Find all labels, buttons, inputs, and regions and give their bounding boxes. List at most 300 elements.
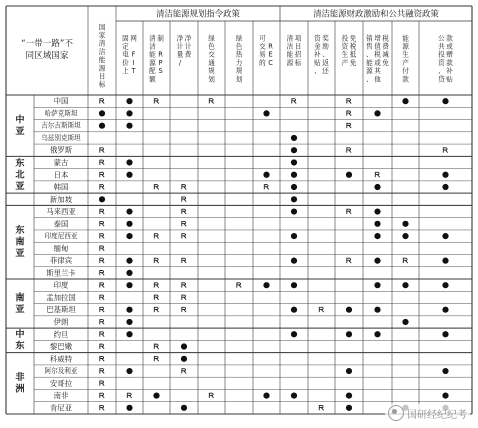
revision-mark <box>100 185 104 190</box>
filled-dot <box>263 282 269 288</box>
revision-mark <box>347 99 351 104</box>
country-name: 科威特 <box>49 354 73 364</box>
filled-dot <box>126 208 132 214</box>
header-char: 免 <box>349 34 357 43</box>
header-char: 奖 <box>322 34 329 43</box>
header-char: 绿 <box>235 34 243 43</box>
header-char: 国 <box>98 23 106 32</box>
country-name: 伊朗 <box>53 317 69 327</box>
revision-mark <box>127 393 131 398</box>
header-char: C <box>268 58 273 67</box>
filled-dot <box>442 331 448 337</box>
country-name: 马来西亚 <box>46 207 76 217</box>
revision-mark <box>100 271 104 276</box>
filled-dot <box>291 135 297 141</box>
header-char: 资 <box>314 34 321 43</box>
header-char: 投 <box>341 34 349 43</box>
country-name: 孟加拉国 <box>46 292 76 302</box>
filled-dot <box>126 331 132 337</box>
filled-dot <box>99 196 105 202</box>
filled-dot <box>99 123 105 129</box>
header-char: 款 <box>446 58 453 67</box>
header-char: 能 <box>286 50 294 59</box>
country-name: 阿尔及利亚 <box>44 367 78 376</box>
filled-dot <box>442 98 448 104</box>
column-header-11 <box>366 33 389 83</box>
header-char: 网 <box>130 34 137 43</box>
filled-dot <box>263 172 269 178</box>
filled-dot <box>346 331 352 337</box>
header-char: 返 <box>322 58 329 67</box>
filled-dot <box>291 307 297 313</box>
filled-dot <box>291 233 297 239</box>
header-char: 划 <box>208 75 215 84</box>
watermark-text: 国研经纪纪考 <box>407 409 467 421</box>
header-char: 免 <box>382 58 389 67</box>
header-char: 款 <box>446 34 453 43</box>
group-header-guidance: 清洁能源规划指令政策 <box>156 8 240 19</box>
revision-mark <box>154 99 158 104</box>
filled-dot <box>263 110 269 116</box>
header-char: 项 <box>294 34 302 43</box>
revision-mark <box>182 258 186 263</box>
header-char: 价 <box>122 58 129 67</box>
filled-dot <box>126 307 132 313</box>
revision-mark <box>182 185 186 190</box>
region-label-char: 亚 <box>15 180 25 192</box>
country-name: 中国 <box>53 96 69 106</box>
header-char: 配 <box>149 67 156 76</box>
country-name: 巴基斯坦 <box>46 305 76 315</box>
header-char: 款 <box>402 75 409 84</box>
filled-dot <box>291 159 297 165</box>
header-char: 、 <box>322 50 329 59</box>
header-char: 、 <box>366 50 373 59</box>
header-char: 税 <box>374 50 381 59</box>
header-char: 源 <box>402 42 409 51</box>
header-char: R <box>268 42 273 51</box>
revision-mark <box>182 209 186 214</box>
filled-dot <box>374 110 380 116</box>
table-row <box>45 366 449 375</box>
revision-mark <box>182 283 186 288</box>
filled-dot <box>291 172 297 178</box>
country-name: 黎巴嫩 <box>49 342 73 352</box>
revision-mark <box>100 332 104 337</box>
revision-mark <box>100 172 104 177</box>
country-name: 蒙古 <box>53 157 69 167</box>
header-char: 洁 <box>286 42 294 51</box>
filled-dot <box>126 98 132 104</box>
header-char: 可 <box>259 34 266 43</box>
header-char: 标 <box>98 80 106 89</box>
header-char: 清 <box>286 34 294 43</box>
filled-dot <box>374 282 380 288</box>
filled-dot <box>346 392 352 398</box>
revision-mark <box>347 258 351 263</box>
region-label <box>15 113 25 137</box>
header-char: 或 <box>446 42 453 51</box>
table-row <box>45 231 449 240</box>
revision-mark <box>100 246 104 251</box>
filled-dot <box>374 331 380 337</box>
revision-mark <box>319 307 323 312</box>
header-char: / <box>178 58 182 67</box>
header-char: 家 <box>98 31 106 40</box>
header-char: 费 <box>184 50 192 59</box>
header-char: F <box>131 50 136 59</box>
revision-mark <box>100 307 104 312</box>
country-name: 泰国 <box>53 219 69 229</box>
revision-mark <box>209 99 213 104</box>
column-header-13 <box>438 33 453 83</box>
country-name: 哈萨克斯坦 <box>44 109 78 118</box>
header-char: 公 <box>438 34 445 43</box>
filled-dot <box>291 331 297 337</box>
header-char: 免 <box>349 58 357 67</box>
table-row <box>50 342 187 351</box>
header-char: 补 <box>314 50 321 59</box>
column-header-10 <box>342 33 357 67</box>
filled-dot <box>126 123 132 129</box>
filled-dot <box>442 172 448 178</box>
header-char: T <box>131 67 136 76</box>
revision-mark <box>100 344 104 349</box>
group-header-finance: 清洁能源财政激励和公共融资政策 <box>313 8 439 19</box>
header-char: 上 <box>122 67 129 76</box>
revision-mark <box>100 160 104 165</box>
header-char: 补 <box>446 67 453 76</box>
table-row <box>45 108 381 117</box>
header-char: 资 <box>438 58 445 67</box>
table-row <box>46 305 448 314</box>
header-char: 色 <box>208 42 215 51</box>
region-label <box>15 328 25 352</box>
country-name: 南非 <box>53 391 69 401</box>
region-label <box>15 157 25 192</box>
country-name: 印度尼西亚 <box>44 232 78 241</box>
filled-dot <box>126 172 132 178</box>
region-label-char: 亚 <box>15 303 25 315</box>
header-char: 色 <box>235 42 243 51</box>
header-char: 量 <box>176 50 184 59</box>
revision-mark <box>100 99 104 104</box>
table-row <box>50 354 187 363</box>
header-char: 划 <box>235 75 243 84</box>
filled-dot <box>442 282 448 288</box>
revision-mark <box>100 258 104 263</box>
revision-mark <box>154 283 158 288</box>
header-char: 额 <box>149 75 156 84</box>
filled-dot <box>346 172 352 178</box>
header-char: I <box>132 58 135 67</box>
country-name: 菲律宾 <box>49 256 73 266</box>
header-char: 洁 <box>149 42 156 51</box>
revision-mark <box>347 209 351 214</box>
header-char: 、 <box>314 67 321 76</box>
header-char: 付 <box>402 67 409 76</box>
header-char: 产 <box>402 58 409 67</box>
country-name: 韩国 <box>53 182 69 192</box>
filled-dot <box>442 392 448 398</box>
header-char: 资 <box>341 42 349 51</box>
header-char: 励 <box>322 42 329 51</box>
region-label-char: 亚 <box>15 125 25 137</box>
region-label-char: 东 <box>15 225 25 237</box>
country-name: 安哥拉 <box>49 378 73 388</box>
filled-dot <box>374 233 380 239</box>
table-row <box>54 317 409 326</box>
revision-mark <box>264 185 268 190</box>
header-char: 热 <box>235 50 243 59</box>
header-char: 产 <box>341 58 349 67</box>
revision-mark <box>347 148 351 153</box>
revision-mark <box>182 295 186 300</box>
filled-dot <box>402 98 408 104</box>
header-char: 规 <box>235 67 243 76</box>
revision-mark <box>347 123 351 128</box>
header-char: S <box>158 67 163 76</box>
revision-mark <box>443 148 447 153</box>
column-header-4 <box>177 33 192 67</box>
filled-dot <box>126 159 132 165</box>
header-char: 的 <box>259 58 266 67</box>
header-char: 能 <box>366 58 373 67</box>
table-row <box>54 170 449 179</box>
table-row <box>54 183 449 192</box>
revision-mark <box>154 234 158 239</box>
header-char: 费 <box>382 42 389 51</box>
header-char: 源 <box>98 64 106 73</box>
revision-mark <box>154 307 158 312</box>
revision-mark <box>182 369 186 374</box>
revision-mark <box>100 234 104 239</box>
filled-dot <box>263 392 269 398</box>
table-row <box>54 158 297 167</box>
filled-dot <box>99 110 105 116</box>
column-header-8 <box>287 33 302 67</box>
header-char: 共 <box>438 42 445 51</box>
header-char: 洁 <box>98 47 106 56</box>
revision-mark <box>403 258 407 263</box>
header-char: 销 <box>366 34 373 43</box>
region-label-char: 南 <box>15 236 25 248</box>
country-name: 新加坡 <box>49 194 73 204</box>
filled-dot <box>442 258 448 264</box>
header-char: 增 <box>374 34 381 43</box>
region-label <box>15 224 25 259</box>
revision-mark <box>100 405 104 410</box>
filled-dot <box>374 184 380 190</box>
watermark <box>385 404 470 422</box>
table-row <box>54 219 409 228</box>
filled-dot <box>153 392 159 398</box>
header-char: 净 <box>176 34 184 43</box>
table-row <box>50 146 448 155</box>
revision-mark <box>100 295 104 300</box>
header-char: 力 <box>235 58 243 67</box>
filled-dot <box>442 368 448 374</box>
region-label <box>15 371 25 395</box>
filled-dot <box>291 208 297 214</box>
table-row <box>50 195 297 204</box>
filled-dot <box>126 110 132 116</box>
revision-mark <box>100 356 104 361</box>
header-char: 制 <box>157 34 164 43</box>
country-name: 印度 <box>53 280 69 290</box>
header-char: 固 <box>122 34 129 43</box>
region-label-char: 洲 <box>15 383 25 395</box>
revision-mark <box>100 393 104 398</box>
filled-dot <box>442 307 448 313</box>
column-header-1 <box>99 22 106 88</box>
revision-mark <box>154 185 158 190</box>
filled-dot <box>346 405 352 411</box>
filled-dot <box>126 233 132 239</box>
header-char: 贴 <box>314 58 321 67</box>
region-label-char: 东 <box>15 340 25 352</box>
column-header-9 <box>314 33 329 75</box>
country-name: 缅甸 <box>53 243 69 253</box>
header-char: 减 <box>382 50 389 59</box>
header-char: 其 <box>374 67 381 76</box>
country-name: 俄罗斯 <box>49 145 73 155</box>
header-char: 、 <box>438 67 445 76</box>
column-header-6 <box>236 33 243 83</box>
filled-dot <box>346 307 352 313</box>
header-char: 能 <box>149 50 156 59</box>
filled-dot <box>181 356 187 362</box>
filled-dot <box>126 258 132 264</box>
revision-mark <box>100 221 104 226</box>
region-label-char: 亚 <box>15 248 25 260</box>
filled-dot <box>126 221 132 227</box>
corner-label-line1: “一带一路”不 <box>21 39 73 49</box>
revision-mark <box>100 148 104 153</box>
filled-dot <box>291 392 297 398</box>
column-header-7 <box>259 34 273 67</box>
filled-dot <box>291 196 297 202</box>
filled-dot <box>181 405 187 411</box>
header-char: 抵 <box>349 50 357 59</box>
header-char: 交 <box>259 42 266 51</box>
filled-dot <box>402 233 408 239</box>
filled-dot <box>126 405 132 411</box>
header-char: 贷 <box>438 75 445 84</box>
table-row <box>50 256 449 265</box>
country-name: 肯尼亚 <box>49 403 73 413</box>
filled-dot <box>402 221 408 227</box>
filled-dot <box>402 319 408 325</box>
revision-mark <box>292 99 296 104</box>
country-name: 斯里兰卡 <box>46 268 76 278</box>
revision-mark <box>154 258 158 263</box>
column-header-2 <box>122 33 137 75</box>
country-name: 吉尔吉斯斯坦 <box>41 121 81 130</box>
column-header-12 <box>402 33 409 83</box>
revision-mark <box>100 209 104 214</box>
corner-label-line2: 同区域国家 <box>25 51 69 61</box>
country-name: 约旦 <box>53 329 69 339</box>
table-row <box>54 97 449 106</box>
header-char: 定 <box>122 42 129 51</box>
revision-mark <box>209 393 213 398</box>
revision-mark <box>347 111 351 116</box>
header-char: 目 <box>98 72 106 81</box>
header-char: 通 <box>208 58 215 67</box>
table-row <box>54 281 449 290</box>
wechat-icon <box>388 405 404 421</box>
header-char: 投 <box>438 50 445 59</box>
header-char: E <box>268 50 273 59</box>
filled-dot <box>374 307 380 313</box>
table-row <box>41 133 297 142</box>
header-char: 售 <box>366 42 373 51</box>
header-char: 能 <box>98 56 106 65</box>
filled-dot <box>126 368 132 374</box>
revision-mark <box>182 307 186 312</box>
header-char: 易 <box>259 50 266 59</box>
header-char: 目 <box>294 42 302 51</box>
region-label-char: 东 <box>15 157 25 169</box>
country-name: 日本 <box>53 170 69 180</box>
filled-dot <box>291 282 297 288</box>
revision-mark <box>182 221 186 226</box>
region-label-char: 南 <box>15 292 25 304</box>
header-char: 规 <box>208 67 215 76</box>
header-char: 清 <box>98 39 106 48</box>
filled-dot <box>402 282 408 288</box>
filled-dot <box>291 258 297 264</box>
revision-mark <box>154 344 158 349</box>
header-char: 税 <box>349 42 357 51</box>
header-char: 绿 <box>208 34 215 43</box>
country-name: 乌兹别克斯坦 <box>41 133 81 142</box>
filled-dot <box>374 208 380 214</box>
header-char: 赠 <box>446 50 453 59</box>
revision-mark <box>100 283 104 288</box>
header-char: 或 <box>374 58 381 67</box>
filled-dot <box>126 319 132 325</box>
header-char: 金 <box>314 42 321 51</box>
table-row <box>54 244 105 253</box>
revision-mark <box>154 295 158 300</box>
filled-dot <box>374 221 380 227</box>
region-label-char: 中 <box>15 329 25 341</box>
revision-mark <box>375 172 379 177</box>
column-header-3 <box>149 33 164 83</box>
header-char: 源 <box>149 58 156 67</box>
table-row <box>54 330 449 339</box>
table-row <box>54 391 449 400</box>
revision-mark <box>154 356 158 361</box>
table-row <box>46 207 380 216</box>
header-char: 源 <box>366 67 373 76</box>
region-label <box>15 291 25 315</box>
header-char: 清 <box>149 34 156 43</box>
header-char: 源 <box>286 58 294 67</box>
header-char: P <box>158 58 163 67</box>
filled-dot <box>291 184 297 190</box>
region-label-char: 非 <box>15 372 25 384</box>
header-char: 、 <box>366 75 373 84</box>
revision-mark <box>100 320 104 325</box>
header-char: 计 <box>176 42 184 51</box>
table-headers <box>21 9 453 89</box>
filled-dot <box>181 343 187 349</box>
region-label-char: 北 <box>15 169 25 181</box>
header-char: 生 <box>402 50 409 59</box>
